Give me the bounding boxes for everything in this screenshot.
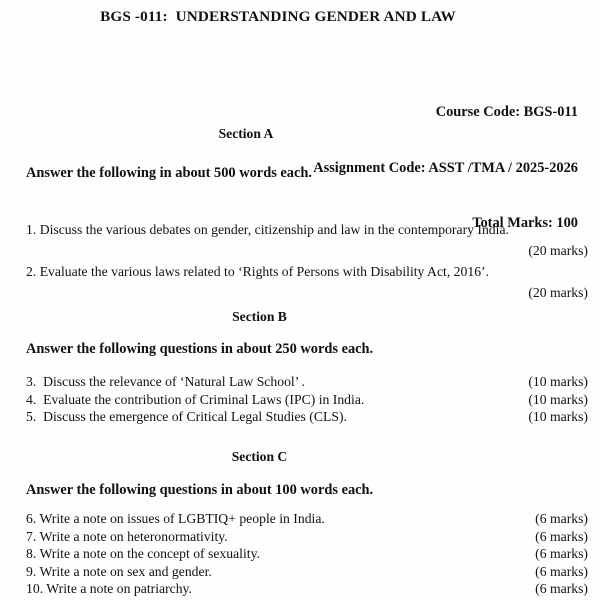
- question-marks: (6 marks): [535, 528, 588, 544]
- question-item: [26, 373, 588, 391]
- total-marks-line: Total Marks: 100: [472, 215, 578, 231]
- question-item: [26, 580, 588, 598]
- question-item: [26, 391, 588, 409]
- question-list-a: [26, 219, 588, 303]
- question-marks: (6 marks): [535, 563, 588, 579]
- question-item: [26, 545, 588, 563]
- question-marks: (20 marks): [528, 243, 588, 258]
- question-item: [26, 261, 588, 303]
- question-text: 7. Write a note on heteronormativity.: [26, 528, 228, 544]
- question-text: 5. Discuss the emergence of Critical Legal Studies (CLS).: [26, 409, 347, 425]
- question-text: 9. Write a note on sex and gender.: [26, 563, 212, 579]
- question-text: 3. Discuss the relevance of ‘Natural Law School’ .: [26, 374, 306, 389]
- section-heading-b: Section B: [232, 309, 287, 324]
- question-marks: (6 marks): [531, 511, 588, 526]
- page-title: BGS -011: UNDERSTANDING GENDER AND LAW: [100, 8, 456, 25]
- question-marks: (6 marks): [535, 581, 588, 597]
- question-marks: (6 marks): [535, 546, 588, 562]
- question-item: [26, 510, 588, 528]
- question-text: 4. Evaluate the contribution of Criminal Laws (IPC) in India.: [26, 391, 365, 407]
- assignment-code-line: Assignment Code: ASST /TMA / 2025-2026: [313, 159, 578, 176]
- question-text: 6. Write a note on issues of LGBTIQ+ people in India.: [26, 511, 325, 526]
- question-text: 10. Write a note on patriarchy.: [26, 581, 192, 597]
- question-marks: (20 marks): [528, 285, 588, 300]
- question-marks: (10 marks): [528, 391, 588, 407]
- question-marks: (10 marks): [528, 409, 588, 425]
- question-text: 8. Write a note on the concept of sexuality.: [26, 546, 260, 562]
- question-item: [26, 528, 588, 546]
- question-list-b: [26, 373, 588, 426]
- question-item: [26, 219, 588, 261]
- section-heading-a: Section A: [218, 126, 274, 141]
- question-item: [26, 408, 588, 426]
- question-marks: (10 marks): [528, 374, 588, 389]
- section-instruction-b: Answer the following questions in about 250 words each.: [26, 341, 374, 357]
- course-code-line: Course Code: BGS-011: [435, 104, 578, 120]
- question-text: 1. Discuss the various debates on gender, citizenship and law in the contemporary India.: [26, 222, 509, 237]
- section-instruction-a: Answer the following in about 500 words each.: [26, 165, 312, 181]
- question-list-c: [26, 510, 588, 598]
- section-instruction-c: Answer the following questions in about 100 words each.: [26, 482, 374, 498]
- question-text: 2. Evaluate the various laws related to ‘Rights of Persons with Disability Act, 2016’.: [26, 264, 490, 279]
- section-heading-c: Section C: [231, 449, 288, 464]
- question-item: [26, 563, 588, 581]
